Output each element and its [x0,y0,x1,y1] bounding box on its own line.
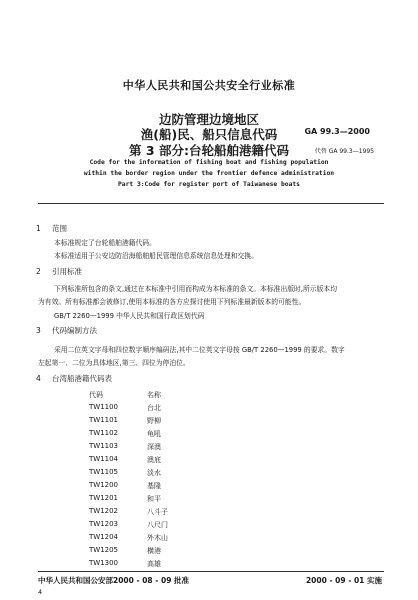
cell-code: TW1104 [89,455,119,463]
table-row [89,546,209,556]
cited-standard: GB/T 2260—1999 中华人民共和国行政区划代码 [54,312,205,320]
column-header-name: 名称 [147,391,161,399]
section-heading-4 [36,373,112,384]
title-line-2: 渔(船)民、船只信息代码 [140,127,278,142]
section-number: 3 [36,326,41,335]
cell-code: TW1205 [89,546,119,554]
cell-code: TW1103 [89,442,119,450]
section-title: 代码编制方法 [52,326,97,335]
english-title-line-2: within the border region under the frontier defence administration [83,170,335,177]
paragraph: 本标准适用于公安边防沿海船舶船民管理信息系统信息处理和交换。 [54,252,258,260]
cell-name: 高雄 [147,560,161,568]
section-title: 范围 [52,224,67,233]
cell-code: TW1101 [89,416,119,424]
cell-name: 横港 [147,547,161,555]
table-row [89,442,209,452]
cell-name: 和平 [147,495,161,503]
english-title-line-1: Code for the information of fishing boat and fishing population [89,159,329,166]
cell-name: 淡水 [147,469,161,477]
cell-code: TW1202 [89,507,119,515]
section-number: 1 [36,224,41,233]
cell-code: TW1204 [89,533,119,541]
cell-name: 基隆 [147,482,161,490]
table-row [89,520,209,530]
section-title: 引用标准 [52,267,82,276]
table-row [89,416,209,426]
paragraph: 采用二位英文字母和四位数字顺序编码法,其中二位英文字母按 GB/T 2260—1999 的要求。数字 [54,346,345,354]
table-row [89,429,209,439]
cell-name: 野柳 [147,417,161,425]
cell-code: TW1201 [89,494,119,502]
table-row [89,481,209,491]
cell-code: TW1102 [89,429,119,437]
cell-name: 澳底 [147,456,161,464]
english-title-line-3: Part 3:Code for register port of Taiwanese boats [118,181,300,188]
title-line-3: 第 3 部分:台轮船舶港籍代码 [129,143,289,158]
paragraph: 本标准规定了台轮船舶港籍代码。 [54,239,156,247]
table-row [89,559,209,569]
cell-name: 龟吼 [147,430,161,438]
title-line-1: 边防管理边境地区 [158,112,259,127]
cell-name: 外木山 [147,534,168,542]
cell-code: TW1203 [89,520,119,528]
section-heading-2 [36,266,82,277]
column-header-code: 代码 [89,391,103,399]
footer-divider [38,571,384,572]
table-row [89,455,209,465]
table-header [89,390,209,400]
section-heading-1 [36,223,67,234]
section-title: 台湾船港籍代码表 [52,374,112,383]
paragraph: 左起第一、二位为具体地区,第三、四位为停泊位。 [38,359,190,367]
section-number: 4 [36,374,41,383]
approval-statement: 中华人民共和国公安部2000 - 08 - 09 批准 [38,576,190,585]
cell-code: TW1105 [89,468,119,476]
cell-code: TW1100 [89,403,119,411]
cell-name: 台北 [147,404,161,412]
paragraph: 为有效。所有标准都会被修订,使用本标准的各方应探讨使用下列标准最新版本的可能性。 [38,298,306,306]
page-number: 4 [38,588,43,596]
cell-name: 深澳 [147,443,161,451]
section-number: 2 [36,267,41,276]
section-heading-3 [36,325,97,336]
cell-name: 八尺门 [147,521,168,529]
replaces-note: 代替 GA 99.3—1995 [314,148,374,155]
table-row [89,533,209,543]
implementation-date: 2000 - 09 - 01 实施 [305,576,382,585]
paragraph: 下列标准所包含的条文,通过在本标准中引用而构成为本标准的条文。本标准出版时,所示版本均 [54,285,337,293]
standard-code: GA 99.3—2000 [304,127,370,136]
table-row [89,494,209,504]
table-row [89,468,209,478]
issuer-header: 中华人民共和国公共安全行业标准 [122,79,296,92]
cell-code: TW1200 [89,481,119,489]
table-row [89,507,209,517]
table-row [89,403,209,413]
cell-code: TW1300 [89,559,119,567]
cell-name: 八斗子 [147,508,168,516]
header-divider [38,203,384,204]
